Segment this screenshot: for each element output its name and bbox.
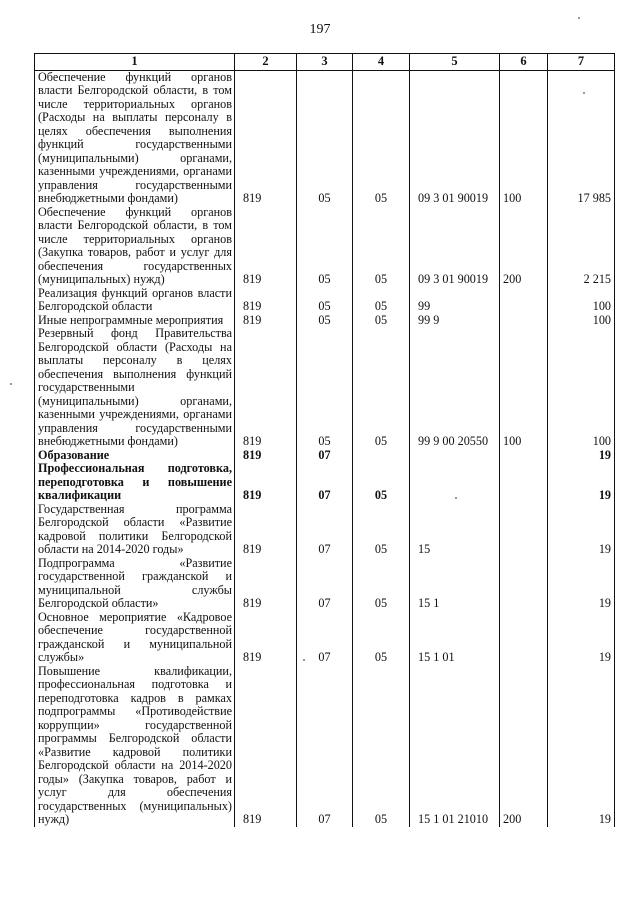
col-header-5: 5 xyxy=(410,54,500,71)
row-sum-cell: 100 xyxy=(548,287,615,314)
table-row xyxy=(35,665,615,827)
row-ved-cell: 819 xyxy=(235,503,297,557)
row-csr-cell: 15 1 xyxy=(410,557,500,611)
row-pr-cell: 05 xyxy=(353,462,410,503)
row-rz-cell: 07 xyxy=(297,449,353,463)
row-csr-cell: 15 1 01 21010 xyxy=(410,665,500,827)
row-vr-cell xyxy=(500,503,548,557)
row-rz-cell: 07 xyxy=(297,665,353,827)
header-row xyxy=(35,54,615,71)
table-row xyxy=(35,462,615,503)
table-row xyxy=(35,557,615,611)
row-pr-cell: 05 xyxy=(353,665,410,827)
row-sum-cell: 19 xyxy=(548,665,615,827)
row-name-cell: Резервный фонд Правительства Белгородской области (Расходы на выплаты персоналу в целях обеспечения выполнения функций государственными (муниципальными) органами, казенными учреждениями, органами управления государственными внебюджетными фондами) xyxy=(35,327,235,449)
row-sum-cell: 100 xyxy=(548,314,615,328)
row-vr-cell xyxy=(500,462,548,503)
col-header-3: 3 xyxy=(297,54,353,71)
table-row xyxy=(35,503,615,557)
row-ved-cell: 819 xyxy=(235,314,297,328)
row-sum-cell: 19 xyxy=(548,462,615,503)
row-csr-cell: 15 xyxy=(410,503,500,557)
row-rz-cell: 05 xyxy=(297,287,353,314)
row-rz-cell: 05 xyxy=(297,70,353,206)
row-vr-cell: 200 xyxy=(500,665,548,827)
row-sum-cell: 2 215 xyxy=(548,206,615,287)
row-pr-cell: 05 xyxy=(353,557,410,611)
row-name-cell: Государственная программа Белгородской области «Развитие кадровой политики Белгородской области на 2014-2020 годы» xyxy=(35,503,235,557)
table-row xyxy=(35,611,615,665)
row-pr-cell: 05 xyxy=(353,70,410,206)
row-sum-cell: 19 xyxy=(548,449,615,463)
row-vr-cell xyxy=(500,449,548,463)
row-vr-cell: 100 xyxy=(500,70,548,206)
row-vr-cell xyxy=(500,287,548,314)
row-ved-cell: 819 xyxy=(235,611,297,665)
row-rz-cell: 05 xyxy=(297,206,353,287)
row-rz-cell: 05 xyxy=(297,327,353,449)
col-header-2: 2 xyxy=(235,54,297,71)
row-sum-cell: 19 xyxy=(548,557,615,611)
row-rz-cell: 07 xyxy=(297,462,353,503)
col-header-6: 6 xyxy=(500,54,548,71)
row-rz-cell: 07 xyxy=(297,503,353,557)
row-sum-cell: 100 xyxy=(548,327,615,449)
row-ved-cell: 819 xyxy=(235,557,297,611)
table-row xyxy=(35,70,615,206)
row-rz-cell: 07 xyxy=(297,611,353,665)
row-pr-cell: 05 xyxy=(353,327,410,449)
row-csr-cell xyxy=(410,449,500,463)
scan-speck xyxy=(583,92,585,94)
row-csr-cell: 15 1 01 xyxy=(410,611,500,665)
scan-speck xyxy=(578,17,580,19)
row-name-cell: Реализация функций органов власти Белгородской области xyxy=(35,287,235,314)
row-pr-cell xyxy=(353,449,410,463)
scan-speck xyxy=(455,497,457,499)
row-ved-cell: 819 xyxy=(235,70,297,206)
row-ved-cell: 819 xyxy=(235,327,297,449)
table-row xyxy=(35,449,615,463)
row-name-cell: Образование xyxy=(35,449,235,463)
row-csr-cell: 99 9 xyxy=(410,314,500,328)
col-header-4: 4 xyxy=(353,54,410,71)
table-row xyxy=(35,314,615,328)
table-row xyxy=(35,327,615,449)
row-ved-cell: 819 xyxy=(235,665,297,827)
row-name-cell: Обеспечение функций органов власти Белгородской области, в том числе территориальных органов (Закупка товаров, работ и услуг для обеспечения государственных (муниципальных) нужд) xyxy=(35,206,235,287)
row-rz-cell: 07 xyxy=(297,557,353,611)
row-name-cell: Обеспечение функций органов власти Белгородской области, в том числе территориальных органов (Расходы на выплаты персоналу в целях обеспечения выполнения функций государственными (муниципальными) органами, казенными учреждениями, органами управления государственными внебюджетными фондами) xyxy=(35,70,235,206)
page-number: 197 xyxy=(309,22,331,37)
row-name-cell: Повышение квалификации, профессиональная подготовка и переподготовка кадров в рамках подпрограммы «Противодействие коррупции» государственной программы Белгородской области «Развитие кадровой политики Белгородской области на 2014-2020 годы» (Закупка товаров, работ и услуг для обеспечения государственных (муниципальных) нужд) xyxy=(35,665,235,827)
scan-speck xyxy=(303,659,305,661)
row-ved-cell: 819 xyxy=(235,206,297,287)
row-name-cell: Профессиональная подготовка, переподготовка и повышение квалификации xyxy=(35,462,235,503)
col-header-7: 7 xyxy=(548,54,615,71)
table-row xyxy=(35,287,615,314)
row-rz-cell: 05 xyxy=(297,314,353,328)
budget-table xyxy=(34,53,615,827)
row-pr-cell: 05 xyxy=(353,611,410,665)
row-sum-cell: 19 xyxy=(548,611,615,665)
row-name-cell: Иные непрограммные мероприятия xyxy=(35,314,235,328)
row-ved-cell: 819 xyxy=(235,449,297,463)
row-vr-cell xyxy=(500,557,548,611)
row-pr-cell: 05 xyxy=(353,503,410,557)
row-csr-cell: 99 9 00 20550 xyxy=(410,327,500,449)
row-vr-cell xyxy=(500,314,548,328)
col-header-1: 1 xyxy=(35,54,235,71)
row-name-cell: Основное мероприятие «Кадровое обеспечение государственной гражданской и муниципальной службы» xyxy=(35,611,235,665)
row-csr-cell: 09 3 01 90019 xyxy=(410,70,500,206)
row-pr-cell: 05 xyxy=(353,287,410,314)
row-ved-cell: 819 xyxy=(235,287,297,314)
row-sum-cell: 19 xyxy=(548,503,615,557)
row-vr-cell: 200 xyxy=(500,206,548,287)
row-pr-cell: 05 xyxy=(353,206,410,287)
row-pr-cell: 05 xyxy=(353,314,410,328)
scan-speck xyxy=(10,383,12,385)
row-name-cell: Подпрограмма «Развитие государственной гражданской и муниципальной службы Белгородской области» xyxy=(35,557,235,611)
table-row xyxy=(35,206,615,287)
row-vr-cell xyxy=(500,611,548,665)
row-vr-cell: 100 xyxy=(500,327,548,449)
row-csr-cell: 99 xyxy=(410,287,500,314)
row-sum-cell: 17 985 xyxy=(548,70,615,206)
row-ved-cell: 819 xyxy=(235,462,297,503)
row-csr-cell: 09 3 01 90019 xyxy=(410,206,500,287)
